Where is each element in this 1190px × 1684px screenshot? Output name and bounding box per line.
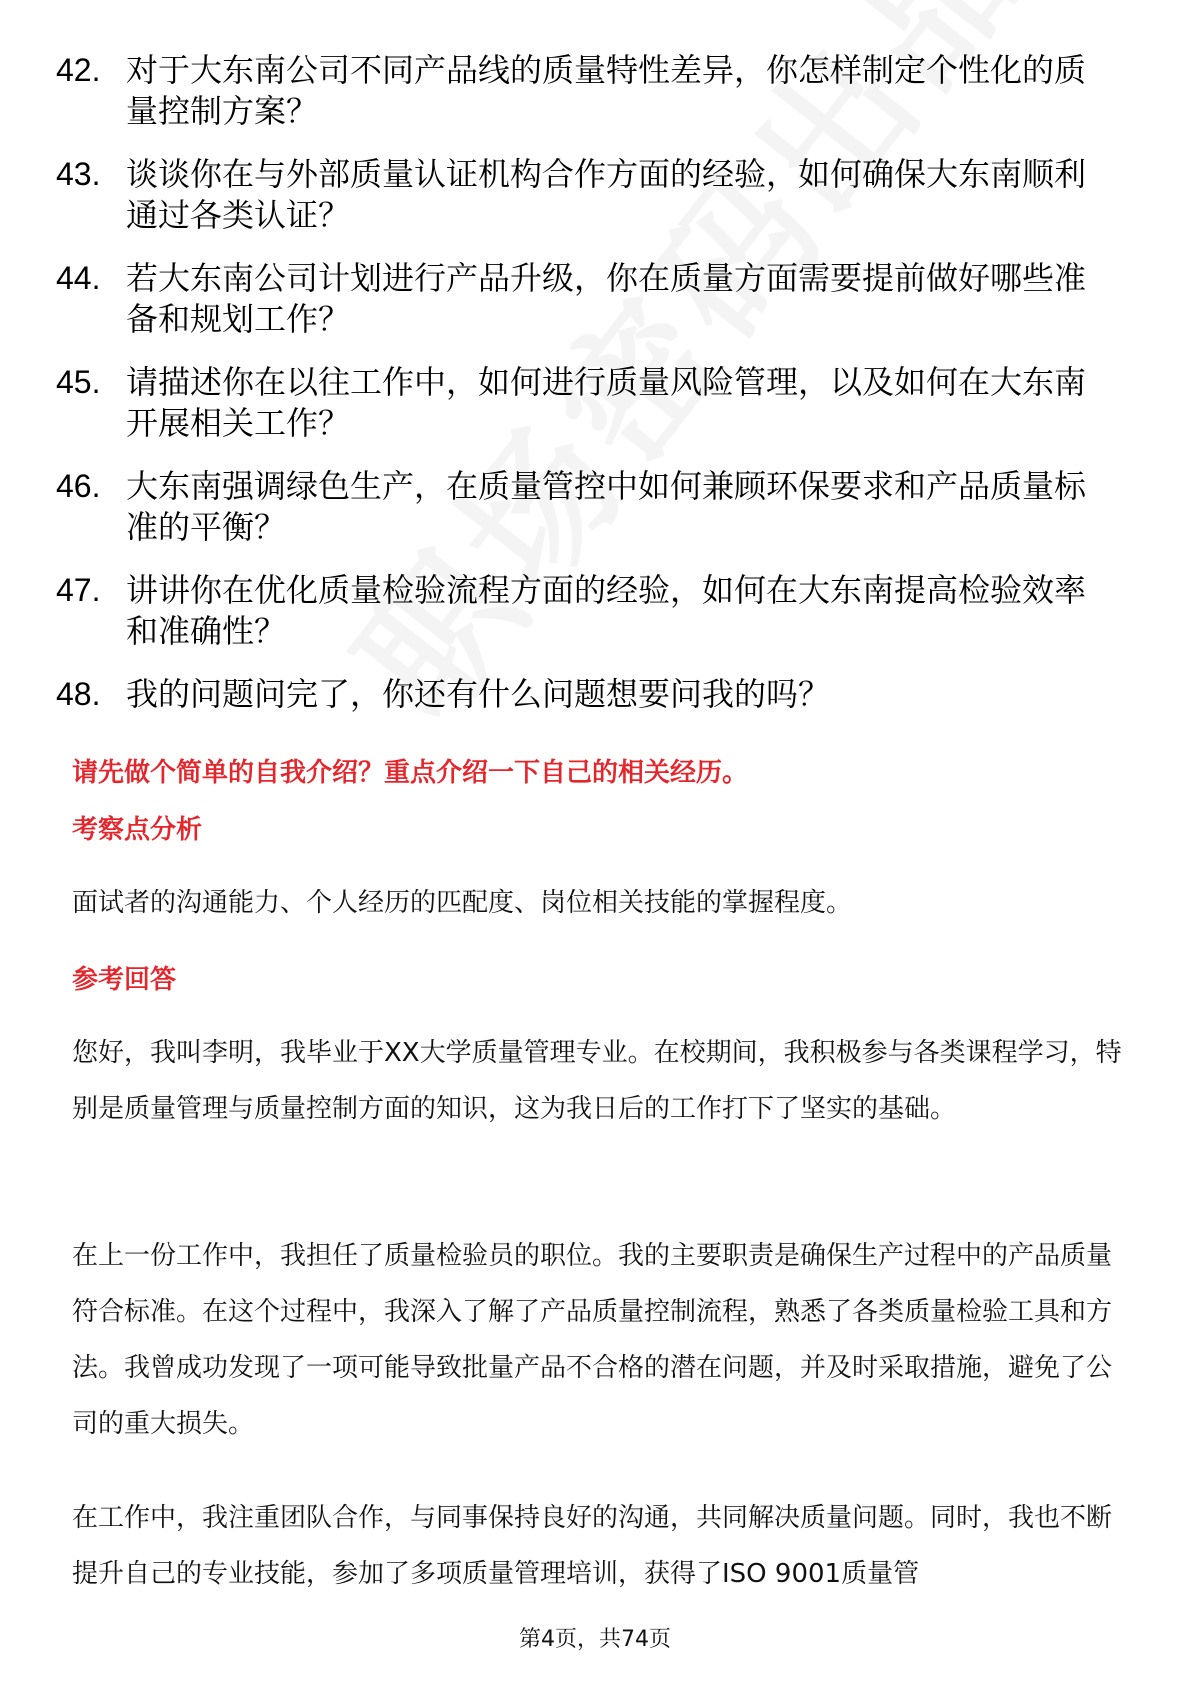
question-list (56, 50, 1116, 737)
question-item (56, 50, 1116, 132)
question-text: 对于大东南公司不同产品线的质量特性差异，你怎样制定个性化的质量控制方案？ (126, 51, 1087, 130)
question-number: 44. (56, 260, 101, 296)
question-text: 大东南强调绿色生产，在质量管控中如何兼顾环保要求和产品质量标准的平衡？ (126, 467, 1087, 546)
section-headline: 请先做个简单的自我介绍？重点介绍一下自己的相关经历。 (72, 758, 749, 788)
question-number: 43. (56, 156, 101, 192)
question-text: 我的问题问完了，你还有什么问题想要问我的吗？ (126, 675, 831, 713)
analysis-title: 考察点分析 (72, 815, 203, 845)
answer-paragraph: 在上一份工作中，我担任了质量检验员的职位。我的主要职责是确保生产过程中的产品质量符合标准。在这个过程中，我深入了解了产品质量控制流程，熟悉了各类质量检验工具和方法。我曾成功发现了一项可能导致批量产品不合格的潜在问题，并及时采取措施，避免了公司的重大损失。 (72, 1241, 1113, 1439)
page-footer: 第4页，共74页 (519, 1627, 671, 1652)
question-item (56, 570, 1116, 652)
question-item (56, 154, 1116, 236)
question-number: 45. (56, 364, 101, 400)
question-text: 讲讲你在优化质量检验流程方面的经验，如何在大东南提高检验效率和准确性？ (126, 571, 1087, 650)
answer-paragraph: 您好，我叫李明，我毕业于XX大学质量管理专业。在校期间，我积极参与各类课程学习，特别是质量管理与质量控制方面的知识，这为我日后的工作打下了坚实的基础。 (72, 1038, 1122, 1124)
question-number: 47. (56, 572, 101, 608)
question-number: 48. (56, 676, 101, 712)
question-item (56, 258, 1116, 340)
question-number: 46. (56, 468, 101, 504)
question-text: 若大东南公司计划进行产品升级，你在质量方面需要提前做好哪些准备和规划工作？ (126, 259, 1087, 338)
question-text: 请描述你在以往工作中，如何进行质量风险管理，以及如何在大东南开展相关工作？ (126, 363, 1087, 442)
question-item (56, 362, 1116, 444)
analysis-text: 面试者的沟通能力、个人经历的匹配度、岗位相关技能的掌握程度。 (72, 888, 853, 918)
question-text: 谈谈你在与外部质量认证机构合作方面的经验，如何确保大东南顺利通过各类认证？ (126, 155, 1087, 234)
answer-title: 参考回答 (72, 965, 177, 995)
answer-paragraph: 在工作中，我注重团队合作，与同事保持良好的沟通，共同解决质量问题。同时，我也不断提升自己的专业技能，参加了多项质量管理培训，获得了ISO 9001质量管 (72, 1503, 1113, 1589)
question-number: 42. (56, 52, 101, 88)
question-item (56, 466, 1116, 548)
question-item (56, 674, 1116, 715)
